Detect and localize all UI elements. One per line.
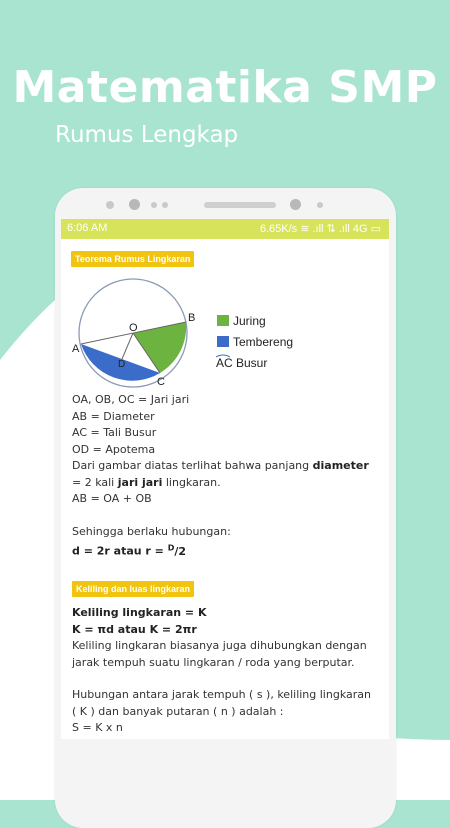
legend-juring-label: Juring [233, 314, 266, 328]
sensor-dot [151, 202, 157, 208]
label-o: O [129, 322, 138, 334]
status-bar [61, 219, 389, 239]
text-line: OA, OB, OC = Jari jari [72, 393, 190, 406]
section1-text [72, 392, 369, 560]
phone-mockup [55, 188, 396, 828]
status-time: 6:06 AM [67, 222, 108, 234]
article-content [71, 249, 381, 734]
legend-juring-swatch [217, 315, 229, 326]
proximity-sensor [317, 202, 323, 208]
circle-diagram [72, 269, 373, 388]
label-b: B [188, 312, 196, 324]
front-camera [290, 199, 301, 210]
camera-dot-left [106, 201, 114, 209]
promo-title: Matematika SMP [12, 62, 438, 113]
text-line: AC = Tali Busur [72, 426, 157, 439]
label-d: D [118, 359, 126, 370]
text-line: Sehingga berlaku hubungan: [72, 524, 231, 538]
phone-top-bar [55, 188, 396, 218]
section2-text [72, 605, 371, 737]
label-a: A [72, 343, 80, 355]
promo-subtitle: Rumus Lengkap [55, 122, 239, 148]
text-line: jarak tempuh suatu lingkaran / roda yang berputar. [72, 655, 355, 669]
legend-tembereng-swatch [217, 336, 229, 347]
camera-dot-main [129, 199, 140, 210]
sensor-dot-2 [162, 202, 168, 208]
text-line: OD = Apotema [72, 442, 156, 456]
legend-tembereng-label: Tembereng [233, 335, 294, 349]
text-line: S = K x n [72, 721, 123, 734]
phone-screen [61, 219, 389, 739]
section-tag-keliling: Keliling dan luas lingkaran [72, 581, 194, 597]
text-line: Keliling lingkaran biasanya juga dihubungkan dengan [72, 639, 367, 652]
juring-sector [133, 322, 186, 373]
legend-busur-label: AC Busur [216, 356, 268, 370]
bold-line: Keliling lingkaran = K [72, 606, 207, 619]
text-line: AB = OA + OB [72, 492, 152, 505]
status-indicators: 6.65K/s ≋ .ıll ⇅ .ıll 4G ▭ [259, 223, 381, 235]
bold-line: K = πd atau K = 2πr [72, 622, 197, 636]
formula-line: d = 2r atau r = $^D$/2 [72, 543, 187, 558]
label-c: C [157, 376, 165, 388]
text-line: ( K ) dan banyak putaran ( n ) adalah : [72, 704, 284, 718]
text-line: AB = Diameter [72, 409, 155, 423]
text-line: Hubungan antara jarak tempuh ( s ), keliling lingkaran [72, 688, 371, 701]
speaker-grille [204, 202, 276, 208]
text-line: = 2 kali jari jari lingkaran. [72, 475, 221, 489]
text-line: Dari gambar diatas terlihat bahwa panjang diameter [72, 459, 369, 472]
section-tag-teorema: Teorema Rumus Lingkaran [71, 251, 194, 267]
